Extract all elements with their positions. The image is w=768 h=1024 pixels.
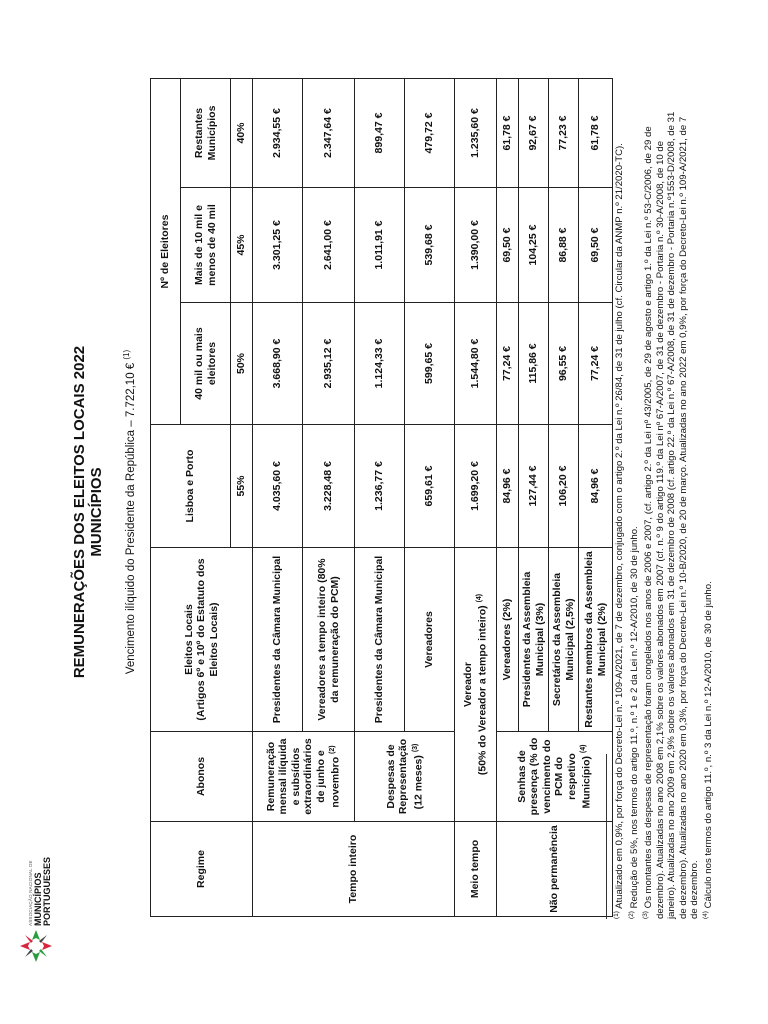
table-row <box>497 79 519 917</box>
value-cell: 599,65 € <box>405 303 455 425</box>
footnote-text: Atualizado em 0,9%, por força do Decreto-Lei n.º 109-A/2021, de 7 de dezembro, conjugado com o artigo 2.º da Lei n.º 26/84, de 31 de julho (cf. Circular da ANMP n.º 21/2020-TC). <box>614 143 626 909</box>
vereador-meio-sub: (50% do Vereador a tempo inteiro) <box>476 605 489 776</box>
header-eleitos-sub: (Artigos 6º e 10º do Estatuto dos Eleitos Locais) <box>195 558 220 721</box>
value-cell: 61,78 € <box>497 79 519 188</box>
footnote-text: Cálculo nos termos do artigo 11.º, n.º 3 da Lei n.º 12-A/2010, de 30 de junho. <box>703 581 715 909</box>
value-cell: 86,88 € <box>549 188 579 303</box>
abono-despesas <box>355 732 455 822</box>
row-label: Vereadores (2%) <box>497 548 519 732</box>
footnote-ref: (4) <box>580 744 588 754</box>
value-cell: 2.934,55 € <box>253 79 303 188</box>
vereador-meio-title: Vereador <box>461 662 474 707</box>
value-cell: 1.124,33 € <box>355 303 405 425</box>
row-label: Presidentes da Câmara Municipal <box>253 548 303 732</box>
header-lisboa-porto: Lisboa e Porto <box>151 425 231 548</box>
value-cell: 2.347,64 € <box>303 79 355 188</box>
footnote-1 <box>611 104 626 919</box>
value-cell: 539,68 € <box>405 188 455 303</box>
footnote-text: Redução de 5%, nos termos do artigo 11.º, n.º 1 e 2 da Lei n.º 12-A/2010, de 30 de junho. <box>628 526 640 909</box>
footnotes <box>606 104 715 919</box>
header-num-eleitores: Nº de Eleitores <box>151 79 181 425</box>
footnote-3 <box>640 104 700 919</box>
value-cell: 1.544,80 € <box>455 303 497 425</box>
remuneration-table <box>150 78 613 917</box>
value-cell: 127,44 € <box>519 425 549 548</box>
value-cell: 96,55 € <box>549 303 579 425</box>
page-title: REMUNERAÇÕES DOS ELEITOS LOCAIS 2022 <box>71 345 88 679</box>
anmp-star-logo-icon <box>16 926 56 966</box>
pct-restantes: 40% <box>231 79 253 188</box>
value-cell: 84,96 € <box>497 425 519 548</box>
value-cell: 1.390,00 € <box>455 188 497 303</box>
header-10mil-40mil: Mais de 10 mil e menos de 40 mil <box>181 188 231 303</box>
value-cell: 1.236,77 € <box>355 425 405 548</box>
value-cell: 899,47 € <box>355 79 405 188</box>
logo-small-text: ASSOCIAÇÃO NACIONAL DE <box>28 860 33 926</box>
value-cell: 3.301,25 € <box>253 188 303 303</box>
abono-remuneracao-text: Remuneração mensal ilíquida e subsídios extraordinários de junho e novembro <box>264 738 342 815</box>
abono-remuneracao <box>253 732 355 822</box>
value-cell: 2.935,12 € <box>303 303 355 425</box>
footnote-2 <box>626 104 641 919</box>
value-cell: 1.235,60 € <box>455 79 497 188</box>
regime-nao-permanencia: Não permanência <box>497 822 613 917</box>
abono-despesas-text: Despesas de Representação (12 meses) <box>384 738 424 815</box>
salary-reference-note <box>122 0 137 1024</box>
salary-reference-text: Vencimento ilíquido do Presidente da República – 7.722,10 € <box>124 362 137 675</box>
footnote-ref: (2) <box>329 745 337 754</box>
header-abonos: Abonos <box>151 732 253 822</box>
row-label: Vereadores <box>405 548 455 732</box>
table-header-row <box>151 79 181 917</box>
value-cell: 69,50 € <box>579 188 613 303</box>
header-restantes: Restantes Municípios <box>181 79 231 188</box>
value-cell: 659,61 € <box>405 425 455 548</box>
header-eleitos-locais <box>151 548 253 732</box>
abono-senhas-text: Senhas de presença (% do vencimento do PCM do respetivo Município) <box>515 737 593 816</box>
value-cell: 2.641,00 € <box>303 188 355 303</box>
table-row <box>253 79 303 917</box>
footnote-ref: (3) <box>411 743 419 753</box>
logo-line2: PORTUGUESES <box>42 856 52 926</box>
value-cell: 77,24 € <box>579 303 613 425</box>
header-40mil: 40 mil ou mais eleitores <box>181 303 231 425</box>
value-cell: 77,24 € <box>497 303 519 425</box>
value-cell: 4.035,60 € <box>253 425 303 548</box>
footnote-number: (2) <box>627 911 635 919</box>
footnote-ref: (1) <box>122 349 131 360</box>
value-cell: 479,72 € <box>405 79 455 188</box>
table-row <box>455 79 497 917</box>
footnote-number: (3) <box>642 911 650 919</box>
value-cell: 84,96 € <box>579 425 613 548</box>
row-label: Secretários da Assembleia Municipal (2,5%) <box>549 548 579 732</box>
footnote-divider <box>606 754 607 919</box>
logo-line1: MUNICÍPIOS <box>33 872 43 926</box>
row-label: Presidentes da Câmara Municipal <box>355 548 405 732</box>
footnote-4 <box>700 104 715 919</box>
header-eleitos-title: Eleitos Locais <box>182 604 195 675</box>
value-cell: 115,86 € <box>519 303 549 425</box>
value-cell: 1.011,91 € <box>355 188 405 303</box>
value-cell: 92,67 € <box>519 79 549 188</box>
row-label: Vereadores a tempo inteiro (80% da remuneração do PCM) <box>303 548 355 732</box>
pct-40mil: 50% <box>231 303 253 425</box>
footnote-ref: (4) <box>476 593 484 603</box>
regime-tempo-inteiro: Tempo inteiro <box>253 822 455 917</box>
vereador-meio-tempo <box>455 548 497 822</box>
row-label: Presidentes da Assembleia Municipal (3%) <box>519 548 549 732</box>
value-cell: 3.228,48 € <box>303 425 355 548</box>
value-cell: 69,50 € <box>497 188 519 303</box>
pct-10mil: 45% <box>231 188 253 303</box>
row-label: Restantes membros da Assembleia Municipal (2%) <box>579 548 613 732</box>
table-row <box>355 79 405 917</box>
page-title-subline: MUNICÍPIOS <box>88 467 105 557</box>
abono-senhas <box>497 732 613 822</box>
regime-meio-tempo: Meio tempo <box>455 822 497 917</box>
anmp-logo <box>10 826 72 966</box>
value-cell: 1.699,20 € <box>455 425 497 548</box>
pct-lisboa: 55% <box>231 425 253 548</box>
value-cell: 106,20 € <box>549 425 579 548</box>
footnote-text: Os montantes das despesas de representação foram congelados nos anos de 2006 e 2007, (cf. artigo 2.º da Lei nº 43/2005, de 29 de agosto e artigo 1.º da Lei n.º 53-C/2006, de 29 de dezembro). Atualizadas no ano 2008 em 2,1% sobre os valores abonados em 2007 (cf. n.º 9 do artigo 119.º da Lei nº 67-A/2007, de 31 de dezembro - Portaria n.º 30-A/2008, de 10 de janeiro). Atualizadas no ano 2009 em 2,9% sobre os valores abonados em 31 de dezembro de 2008 (cf. artigo 22.º da Lei n.º 67-A/2008, de 31 de dezembro - Portaria n.º1553-D/2008, de 31 de dezembro). Atualizadas no ano 2020 em 0,3%, por força do Decreto-Lei n.º 10-B/2020, de 20 de março. Atualizadas no ano 2022 em 0,9%, por força do Decreto-Lei n.º 109-A/2021, de 7 de dezembro. <box>643 111 700 919</box>
footnote-number: (1) <box>613 911 620 919</box>
value-cell: 3.668,90 € <box>253 303 303 425</box>
value-cell: 61,78 € <box>579 79 613 188</box>
header-regime: Regime <box>151 822 253 917</box>
footnote-number: (4) <box>702 911 710 919</box>
value-cell: 104,25 € <box>519 188 549 303</box>
value-cell: 77,23 € <box>549 79 579 188</box>
